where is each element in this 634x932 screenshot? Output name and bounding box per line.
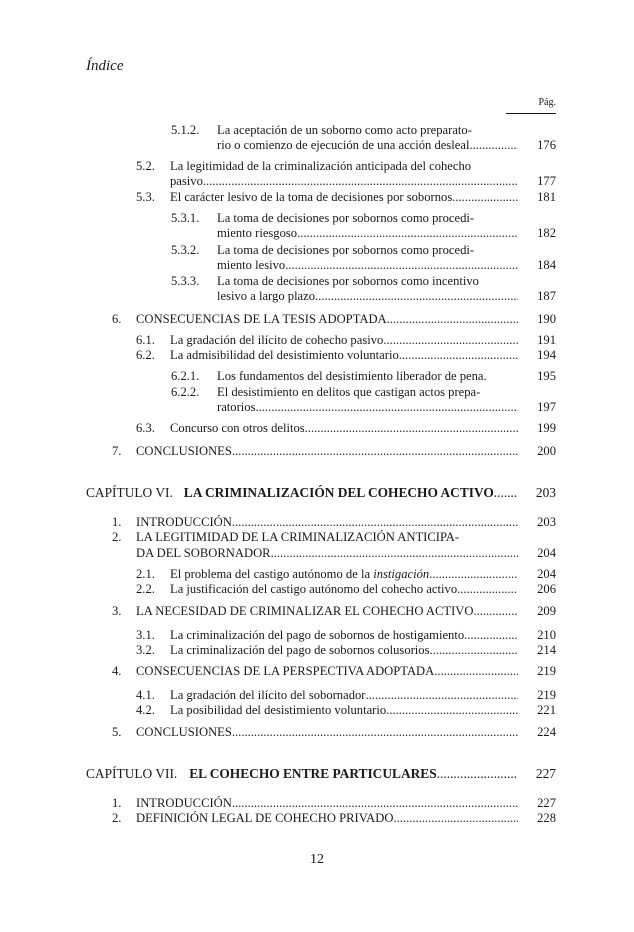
leader-dots xyxy=(434,664,518,679)
leader-dots xyxy=(386,703,518,718)
toc-entry-line1: 5.1.2. La aceptación de un soborno como acto preparato- xyxy=(171,123,472,137)
toc-entry: 3. LA NECESIDAD DE CRIMINALIZAR EL COHECHO ACTIVO ..... 209 xyxy=(112,604,556,619)
leader-dots xyxy=(464,628,518,643)
toc-entry: 6.2. La admisibilidad del desistimiento voluntario ..... 194 xyxy=(136,348,556,363)
page-footer-number: 12 xyxy=(310,852,324,867)
page-number-cell: 182 xyxy=(537,226,556,240)
page-number-cell: 181 xyxy=(537,190,556,204)
leader-dots xyxy=(203,174,518,189)
page-number-cell: 228 xyxy=(537,811,556,825)
toc-entry-line1: 5.3.1. La toma de decisiones por sobornos como procedi- xyxy=(171,211,475,225)
toc-entry: 5. CONCLUSIONES ..... 224 xyxy=(112,725,556,740)
leader-dots xyxy=(473,604,518,619)
page-number-cell: 227 xyxy=(537,796,556,810)
toc-entry: 6.2.1. Los fundamentos del desistimiento liberador de pena. 195 xyxy=(171,369,556,383)
toc-entry: DA DEL SOBORNADOR ..... 204 xyxy=(136,546,556,561)
toc-entry-line1: 2. LA LEGITIMIDAD DE LA CRIMINALIZACIÓN ANTICIPA- xyxy=(112,530,460,544)
toc-entry-line1: 6.2.2. El desistimiento en delitos que castigan actos prepa- xyxy=(171,385,481,399)
leader-dots xyxy=(437,766,518,781)
leader-dots xyxy=(271,546,518,561)
page-number-cell: 206 xyxy=(537,582,556,596)
toc-entry: 7. CONCLUSIONES ..... 200 xyxy=(112,444,556,459)
leader-dots xyxy=(494,485,518,500)
page-number-cell: 177 xyxy=(537,174,556,188)
page-number-cell: 219 xyxy=(537,688,556,702)
page-number-cell: 219 xyxy=(537,664,556,678)
page-number-cell: 203 xyxy=(537,515,556,529)
chapter-title: EL COHECHO ENTRE PARTICULARES xyxy=(189,766,437,781)
leader-dots xyxy=(232,725,518,740)
leader-dots xyxy=(457,582,518,597)
toc-entry: 2. DEFINICIÓN LEGAL DE COHECHO PRIVADO ..... 228 xyxy=(112,811,556,826)
chapter-title: LA CRIMINALIZACIÓN DEL COHECHO ACTIVO xyxy=(183,485,494,500)
toc-entry: 4.1. La gradación del ilícito del sobornador ..... 219 xyxy=(136,688,556,703)
chapter-heading: CAPÍTULO VI. LA CRIMINALIZACIÓN DEL COHECHO ACTIVO ..... 203 xyxy=(86,485,556,500)
leader-dots xyxy=(366,688,519,703)
page-number-cell: 184 xyxy=(537,258,556,272)
chapter-heading: CAPÍTULO VII. EL COHECHO ENTRE PARTICULARES ..... 227 xyxy=(86,766,556,781)
page-number-cell: 210 xyxy=(537,628,556,642)
toc-entry-line1: 5.3.2. La toma de decisiones por sobornos como procedi- xyxy=(171,243,475,257)
toc-entry: lesivo a largo plazo ..... 187 xyxy=(217,289,556,304)
page-number-cell: 224 xyxy=(537,725,556,739)
page-number-cell: 176 xyxy=(537,138,556,152)
leader-dots xyxy=(429,567,518,582)
page-number-cell: 191 xyxy=(537,333,556,347)
leader-dots xyxy=(383,333,518,348)
leader-dots xyxy=(393,811,518,826)
page-number-cell: 190 xyxy=(537,312,556,326)
leader-dots xyxy=(232,796,518,811)
toc-entry: 5.3. El carácter lesivo de la toma de decisiones por sobornos ..... 181 xyxy=(136,190,556,205)
leader-dots xyxy=(285,258,518,273)
running-header: Índice xyxy=(86,58,124,74)
toc-entry: 6.1. La gradación del ilícito de cohecho pasivo ..... 191 xyxy=(136,333,556,348)
toc-entry: 6. CONSECUENCIAS DE LA TESIS ADOPTADA ..... 190 xyxy=(112,312,556,327)
toc-entry-line1: 5.3.3. La toma de decisiones por sobornos como incentivo xyxy=(171,274,479,288)
toc-entry: ratorios ..... 197 xyxy=(217,400,556,415)
leader-dots xyxy=(387,312,518,327)
page-number-cell: 187 xyxy=(537,289,556,303)
toc-entry-line1: 5.2. La legitimidad de la criminalización anticipada del cohecho xyxy=(136,159,472,173)
page-number-cell: 203 xyxy=(535,485,556,500)
page-column-rule xyxy=(506,113,556,114)
toc-entry: 2.1. El problema del castigo autónomo de la instigación ..... 204 xyxy=(136,567,556,582)
leader-dots xyxy=(232,515,518,530)
page-number-cell: 227 xyxy=(535,766,556,781)
leader-dots xyxy=(452,190,518,205)
toc-entry: 2.2. La justificación del castigo autónomo del cohecho activo ..... 206 xyxy=(136,582,556,597)
toc-entry: 6.3. Concurso con otros delitos ..... 199 xyxy=(136,421,556,436)
page-number-cell: 209 xyxy=(537,604,556,618)
leader-dots xyxy=(430,643,518,658)
page-number-cell: 197 xyxy=(537,400,556,414)
toc-entry: 3.1. La criminalización del pago de sobornos de hostigamiento ..... 210 xyxy=(136,628,556,643)
toc-entry: miento riesgoso ..... 182 xyxy=(217,226,556,241)
page-number-cell: 194 xyxy=(537,348,556,362)
page-number-cell: 214 xyxy=(537,643,556,657)
toc-entry: 3.2. La criminalización del pago de sobornos colusorios ..... 214 xyxy=(136,643,556,658)
leader-dots xyxy=(232,444,518,459)
leader-dots xyxy=(315,289,518,304)
toc-entry: 1. INTRODUCCIÓN ..... 227 xyxy=(112,796,556,811)
page-number-cell: 199 xyxy=(537,421,556,435)
page-number-cell: 195 xyxy=(537,369,556,383)
toc-entry: miento lesivo ..... 184 xyxy=(217,258,556,273)
page-number-cell: 200 xyxy=(537,444,556,458)
toc-entry: 1. INTRODUCCIÓN ..... 203 xyxy=(112,515,556,530)
page-number-cell: 204 xyxy=(537,546,556,560)
leader-dots xyxy=(255,400,518,415)
page-column-header: Pág. xyxy=(538,97,556,108)
toc-entry: 4.2. La posibilidad del desistimiento voluntario ..... 221 xyxy=(136,703,556,718)
leader-dots xyxy=(399,348,518,363)
toc-entry: 4. CONSECUENCIAS DE LA PERSPECTIVA ADOPTADA ..... 219 xyxy=(112,664,556,679)
page-number-cell: 204 xyxy=(537,567,556,581)
page-number-cell: 221 xyxy=(537,703,556,717)
leader-dots xyxy=(469,138,518,153)
leader-dots xyxy=(305,421,518,436)
toc-entry: rio o comienzo de ejecución de una acción desleal ..... 176 xyxy=(217,138,556,153)
leader-dots xyxy=(297,226,518,241)
toc-entry: pasivo ..... 177 xyxy=(170,174,556,189)
